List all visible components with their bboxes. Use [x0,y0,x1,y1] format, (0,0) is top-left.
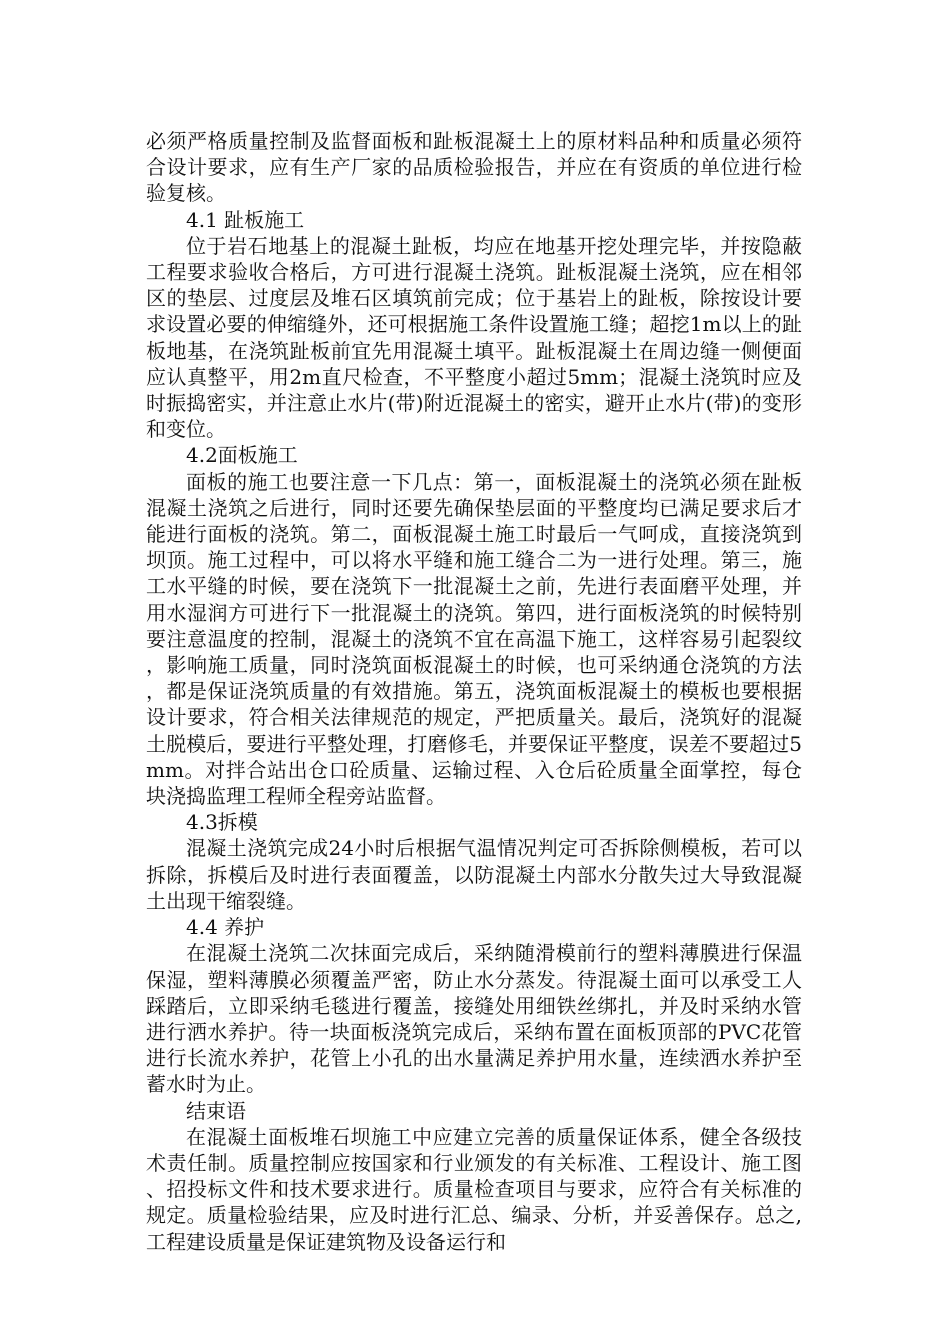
section-body-face-slab: 面板的施工也要注意一下几点：第一，面板混凝土的浇筑必须在趾板混凝土浇筑之后进行，同时还要先确保垫层面的平整度均已满足要求后才能进行面板的浇筑。第二，面板混凝土施工时最后一气呵成，直接浇筑到坝顶。施工过程中，可以将水平缝和施工缝合二为一进行处理。第三，施工水平缝的时候，要在浇筑下一批混凝土之前，先进行表面磨平处理，并用水湿润方可进行下一批混凝土的浇筑。第四，进行面板浇筑的时候特别要注意温度的控制，混凝土的浇筑不宜在高温下施工，这样容易引起裂纹，影响施工质量，同时浇筑面板混凝土的时候，也可采纳通仓浇筑的方法，都是保证浇筑质量的有效措施。第五，浇筑面板混凝土的模板也要根据设计要求，符合相关法律规范的规定，严把质量关。最后，浇筑好的混凝土脱模后，要进行平整处理，打磨修毛，并要保证平整度，误差不要超过5mm。对拌合站出仓口砼质量、运输过程、入仓后砼质量全面掌控，每仓块浇捣监理工程师全程旁站监督。 [146,469,802,809]
section-body-toe-slab: 位于岩石地基上的混凝土趾板，均应在地基开挖处理完毕，并按隐蔽工程要求验收合格后，方可进行混凝土浇筑。趾板混凝土浇筑，应在相邻区的垫层、过度层及堆石区填筑前完成；位于基岩上的趾板，除按设计要求设置必要的伸缩缝外，还可根据施工条件设置施工缝；超挖1m以上的趾板地基，在浇筑趾板前宜先用混凝土填平。趾板混凝土在周边缝一侧便面应认真整平，用2m直尺检查，不平整度小超过5mm；混凝土浇筑时应及时振捣密实，并注意止水片(带)附近混凝土的密实，避开止水片(带)的变形和变位。 [146,233,802,442]
intro-paragraph: 必须严格质量控制及监督面板和趾板混凝土上的原材料品种和质量必须符合设计要求，应有生产厂家的品质检验报告，并应在有资质的单位进行检验复核。 [146,129,802,206]
section-body-curing: 在混凝土浇筑二次抹面完成后，采纳随滑模前行的塑料薄膜进行保温保湿，塑料薄膜必须覆盖严密，防止水分蒸发。待混凝土面可以承受工人踩踏后，立即采纳毛毯进行覆盖，接缝处用细铁丝绑扎，并及时采纳水管进行洒水养护。待一块面板浇筑完成后，采纳布置在面板顶部的PVC花管进行长流水养护，花管上小孔的出水量满足养护用水量，连续洒水养护至蓄水时为止。 [146,941,802,1097]
section-heading-formwork-removal: 4.3拆模 [186,810,258,835]
section-heading-face-slab: 4.2面板施工 [186,443,298,468]
section-heading-toe-slab: 4.1 趾板施工 [186,207,305,232]
section-heading-curing: 4.4 养护 [186,915,265,940]
section-body-conclusion: 在混凝土面板堆石坝施工中应建立完善的质量保证体系，健全各级技术责任制。质量控制应按国家和行业颁发的有关标准、工程设计、施工图、招投标文件和技术要求进行。质量检查项目与要求，应符合有关标准的规定。质量检验结果，应及时进行汇总、编录、分析，并妥善保存。总之,工程建设质量是保证建筑物及设备运行和 [146,1124,802,1254]
document-page [146,128,802,1255]
section-heading-conclusion: 结束语 [186,1098,246,1123]
section-body-formwork-removal: 混凝土浇筑完成24小时后根据气温情况判定可否拆除侧模板，若可以拆除，拆模后及时进行表面覆盖，以防混凝土内部水分散失过大导致混凝土出现干缩裂缝。 [146,836,802,913]
